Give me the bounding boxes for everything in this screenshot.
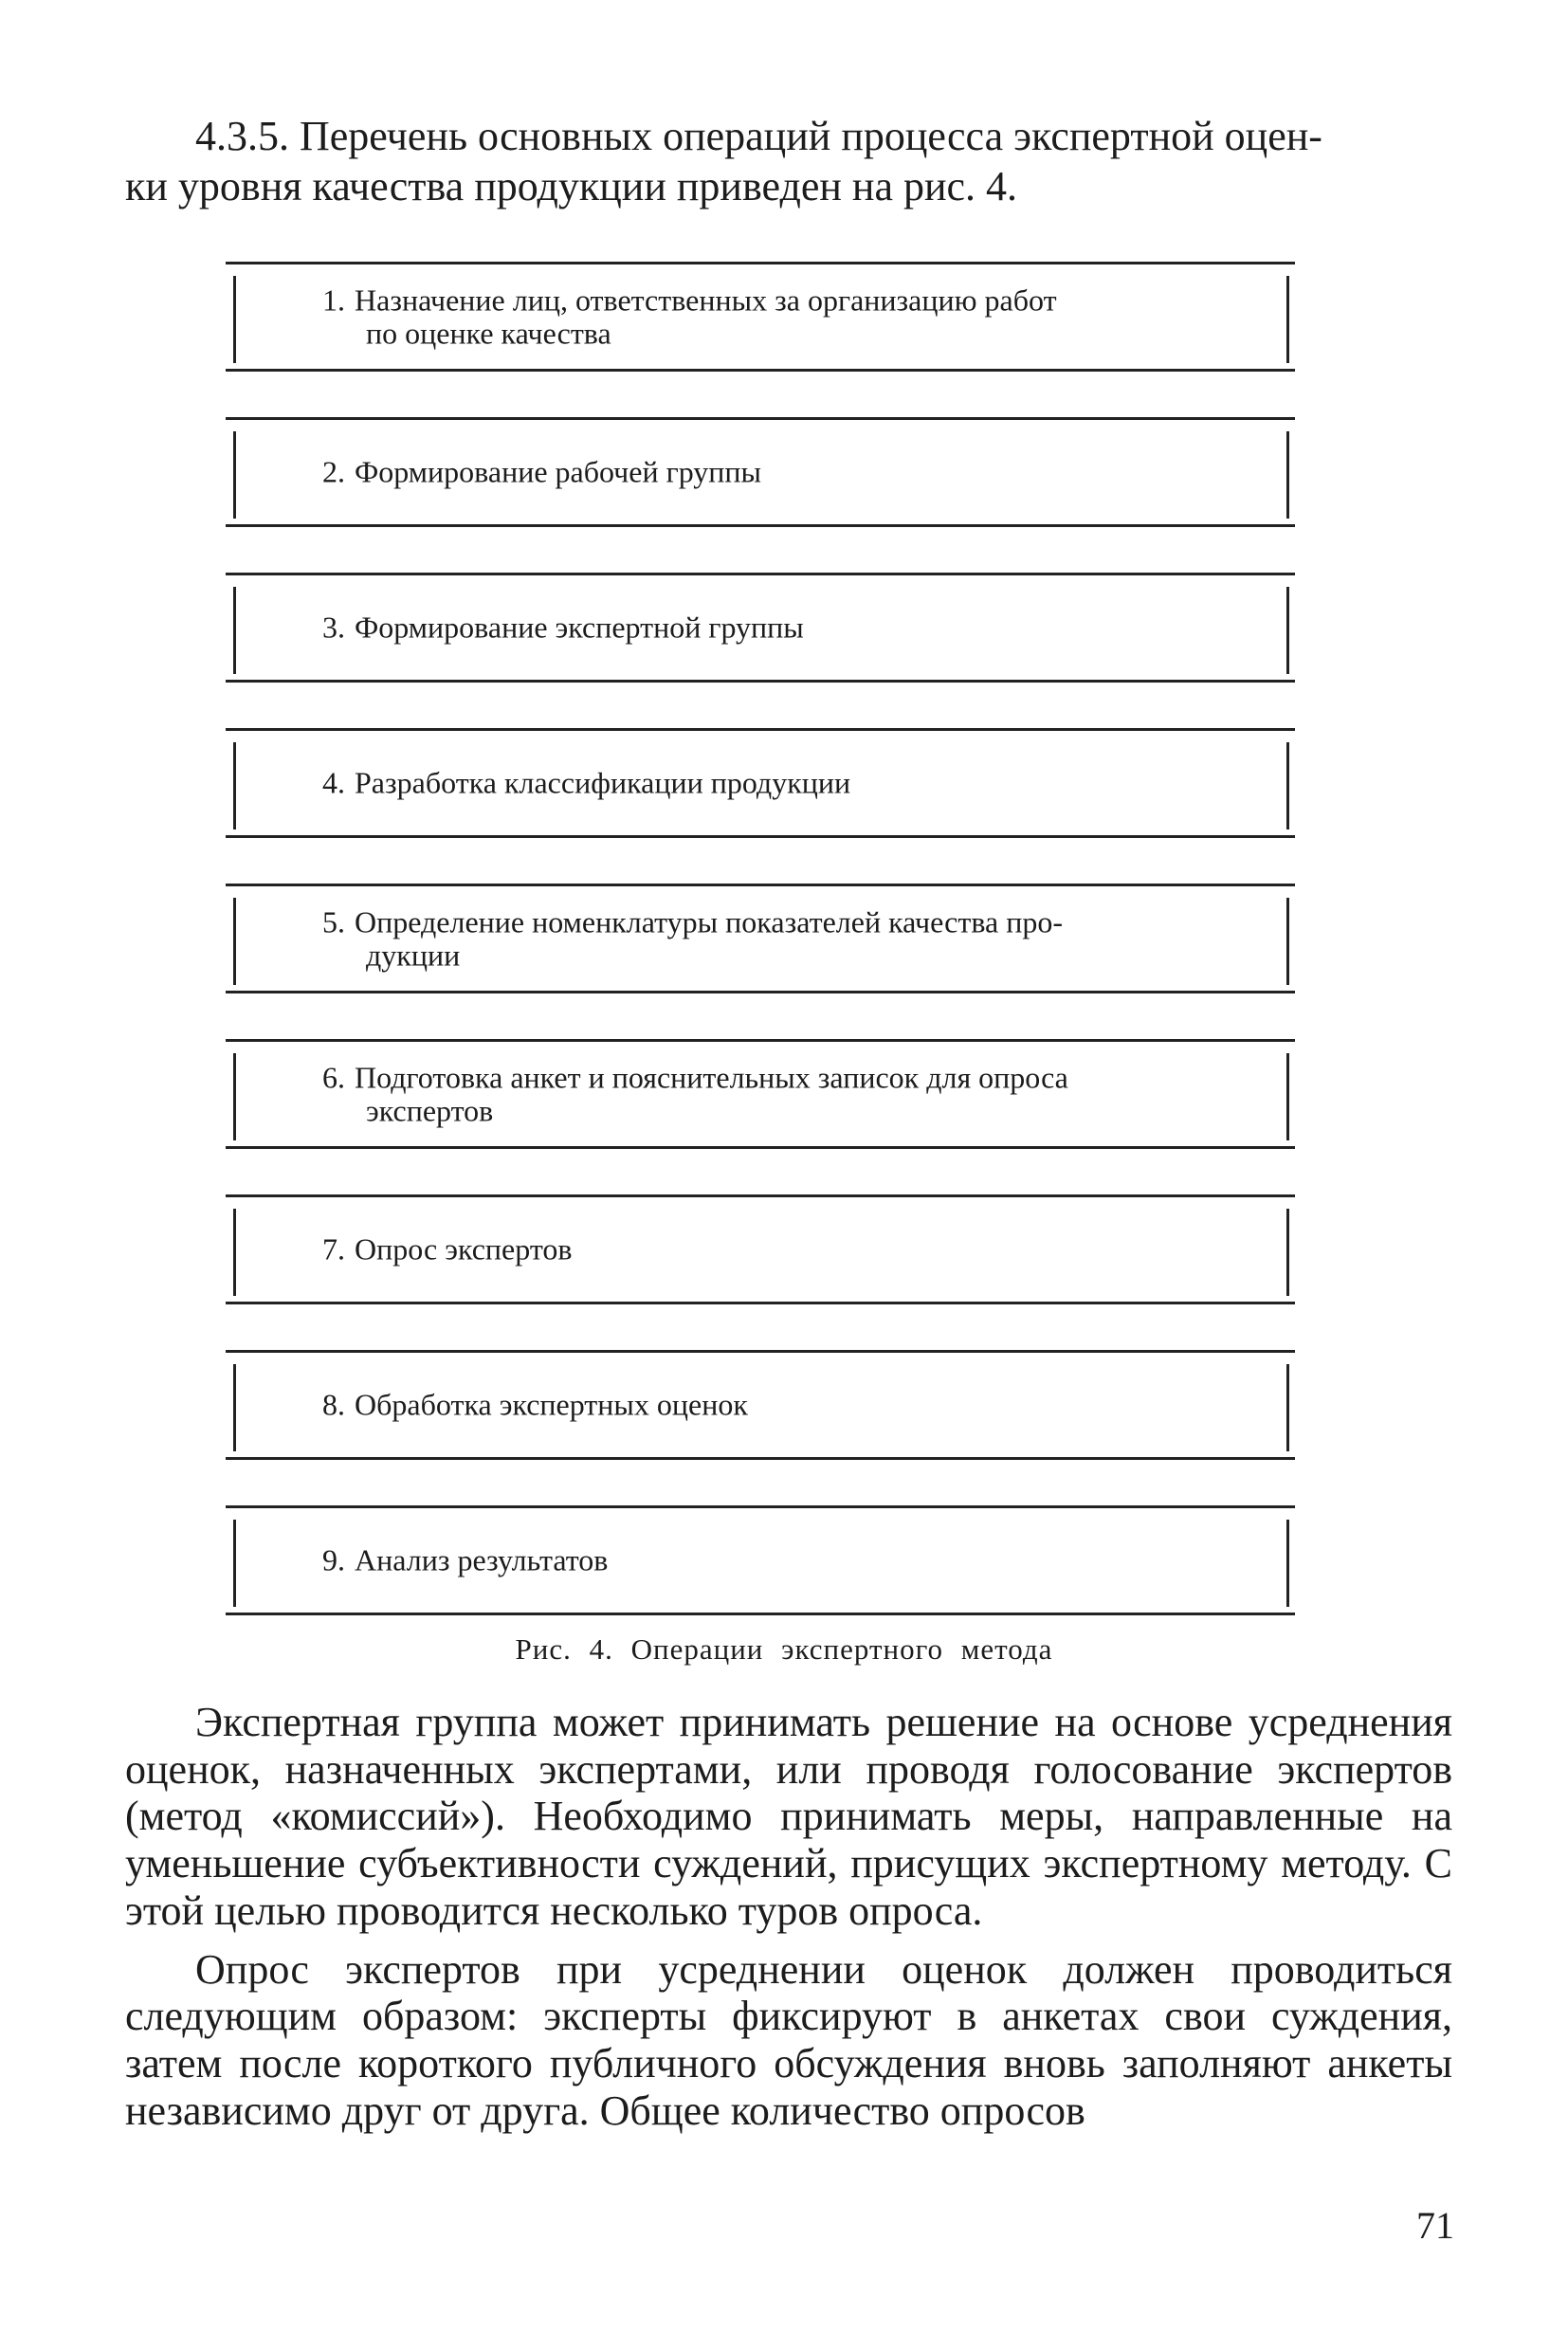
- body-text: [125, 1699, 1452, 2145]
- flowchart-step-4: [226, 728, 1295, 838]
- body-paragraph-1: Экспертная группа может принимать решение на основе усреднения оценок, назначенных экспертами, или проводя голосование экспертов (метод «комиссий»). Необходимо принимать меры, направленные на уменьшение субъективности суждений, присущих экспертному методу. С этой целью проводится несколько туров опроса.: [125, 1699, 1452, 1934]
- step-text: [322, 1061, 1267, 1126]
- step-label-continuation: экспертов: [366, 1093, 494, 1127]
- step-label: Подготовка анкет и пояснительных записок для опроса: [355, 1060, 1068, 1095]
- step-label: Формирование экспертной группы: [355, 610, 804, 645]
- step-number: 7.: [322, 1231, 345, 1267]
- step-text: [322, 767, 1267, 800]
- step-label-continuation: по оценке качества: [366, 316, 611, 350]
- step-label: Обработка экспертных оценок: [355, 1387, 748, 1422]
- step-label: Определение номенклатуры показателей качества про-: [355, 904, 1063, 939]
- step-label: Назначение лиц, ответственных за организацию работ: [355, 282, 1057, 318]
- intro-paragraph: [125, 112, 1452, 212]
- body-paragraph-2: Опрос экспертов при усреднении оценок должен проводиться следующим образом: эксперты фиксируют в анкетах свои суждения, затем после короткого публичного обсуждения вновь заполняют анкеты независимо друг от друга. Общее количество опросов: [125, 1945, 1452, 2134]
- flowchart-step-1: [226, 262, 1295, 372]
- step-text: [322, 1544, 1267, 1577]
- step-number: 6.: [322, 1060, 345, 1095]
- step-text: [322, 283, 1267, 349]
- step-number: 9.: [322, 1542, 345, 1577]
- page-number: 71: [1416, 2204, 1454, 2247]
- step-text: [322, 905, 1267, 971]
- step-text: [322, 456, 1267, 489]
- step-number: 8.: [322, 1387, 345, 1422]
- step-text: [322, 1233, 1267, 1267]
- flowchart-step-3: [226, 573, 1295, 683]
- flowchart-step-7: [226, 1194, 1295, 1304]
- intro-line-2: ки уровня качества продукции приведен на рис. 4.: [125, 162, 1018, 210]
- step-number: 4.: [322, 765, 345, 800]
- flowchart-step-8: [226, 1350, 1295, 1460]
- step-number: 2.: [322, 454, 345, 489]
- step-text: [322, 1389, 1267, 1422]
- flowchart-step-2: [226, 417, 1295, 527]
- step-label: Анализ результатов: [355, 1542, 609, 1577]
- flowchart-step-6: [226, 1039, 1295, 1149]
- step-label: Формирование рабочей группы: [355, 454, 762, 489]
- flowchart-step-9: [226, 1505, 1295, 1615]
- operations-flowchart: [226, 262, 1295, 1661]
- flowchart-step-5: [226, 884, 1295, 993]
- intro-line-1: 4.3.5. Перечень основных операций процесса экспертной оцен-: [195, 113, 1322, 159]
- figure-caption: Рис. 4. Операции экспертного метода: [515, 1632, 1053, 1666]
- step-number: 1.: [322, 282, 345, 318]
- step-number: 3.: [322, 610, 345, 645]
- step-text: [322, 611, 1267, 645]
- step-number: 5.: [322, 904, 345, 939]
- step-label: Опрос экспертов: [355, 1231, 573, 1267]
- step-label-continuation: дукции: [366, 938, 461, 972]
- step-label: Разработка классификации продукции: [355, 765, 851, 800]
